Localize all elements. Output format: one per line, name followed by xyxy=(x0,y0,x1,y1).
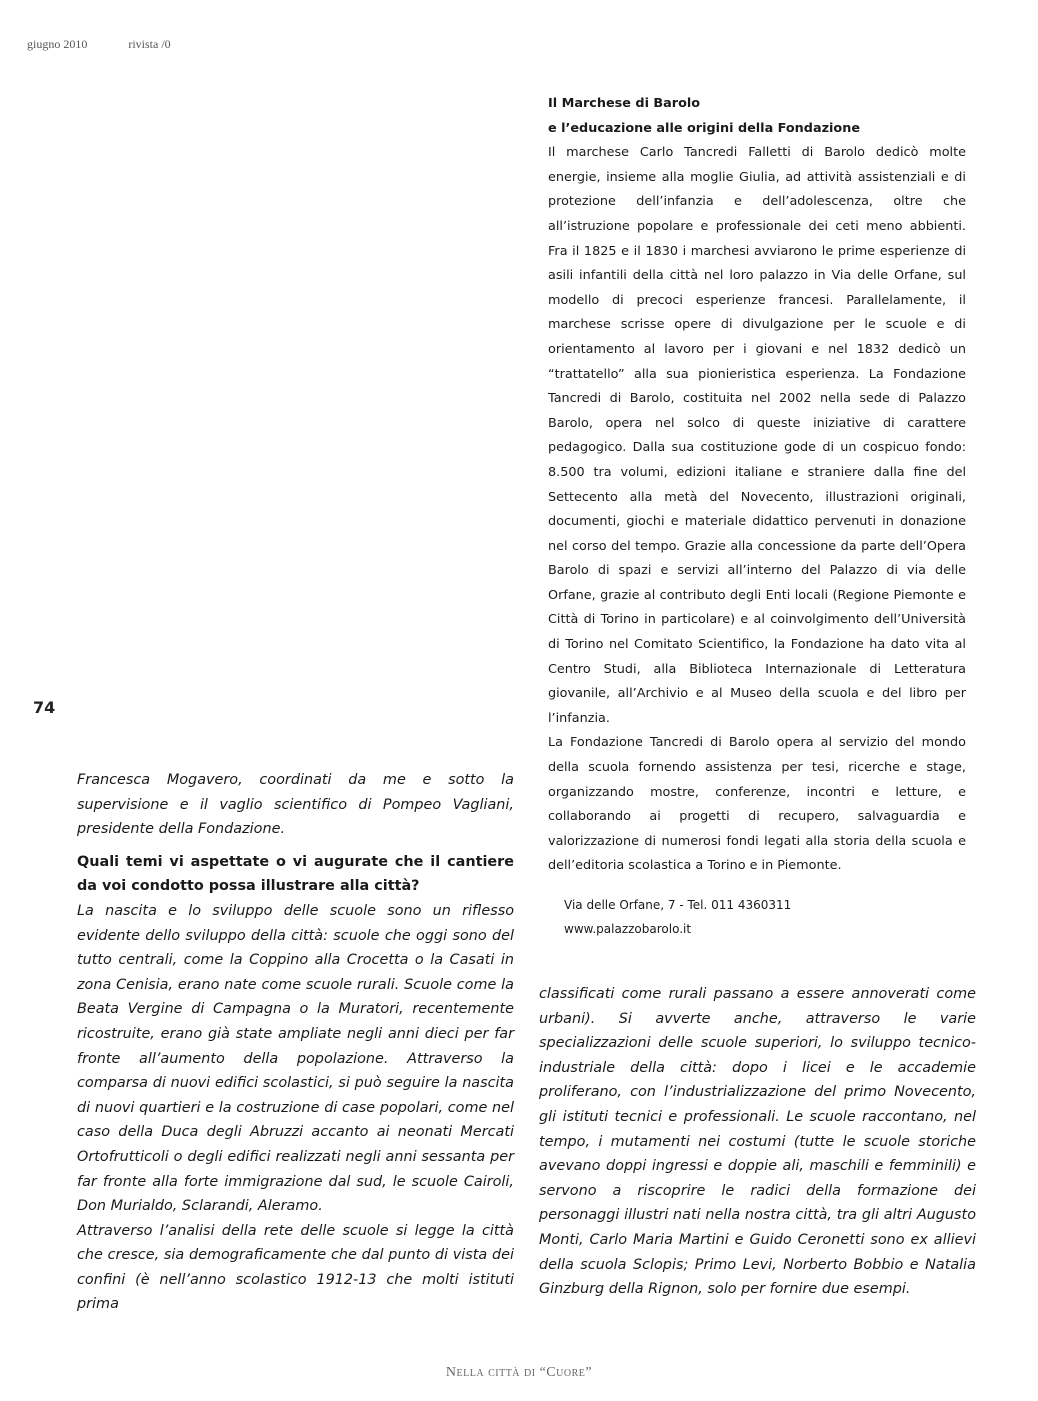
article-column-right xyxy=(539,982,976,1302)
sidebar-paragraph: Il marchese Carlo Tancredi Falletti di Barolo dedicò molte energie, insieme alla moglie Giulia, ad attività assistenziali e di protezione dell’infanzia e dell’adolescenza, oltre che all’istruzione popolare e professionale dei ceti meno abbienti. Fra il 1825 e il 1830 i marchesi avviarono le prime esperienze di asili infantili della città nel loro palazzo in Via delle Orfane, sul modello di precoci esperienze francesi. Parallelamente, il marchese scrisse opere di divulgazione per le scuole e di orientamento al lavoro per i giovani e nel 1832 dedicò un “trattatello” alla sua pionieristica esperienza. La Fondazione Tancredi di Barolo, costituita nel 2002 nella sede di Palazzo Barolo, opera nel solco di queste iniziative di carattere pedagogico. Dalla sua costituzione gode di un cospicuo fondo: 8.500 tra volumi, edizioni italiane e straniere dalla fine del Settecento alla metà del Novecento, illustrazioni originali, documenti, giochi e materiale didattico pervenuti in donazione nel corso del tempo. Grazie alla concessione da parte dell’Opera Barolo di spazi e servizi all’interno del Palazzo di via delle Orfane, grazie al contributo degli Enti locali (Regione Piemonte e Città di Torino in particolare) e al coinvolgimento dell’Università di Torino nel Comitato Scientifico, la Fondazione ha dato vita al Centro Studi, alla Biblioteca Internazionale di Letteratura giovanile, all’Archivio e al Museo della scuola e del libro per l’infanzia. xyxy=(548,145,966,726)
running-head xyxy=(27,37,171,52)
sidebar-paragraph: La Fondazione Tancredi di Barolo opera al servizio del mondo della scuola fornendo assistenza per tesi, ricerche e stage, organizzando mostre, conferenze, incontri e letture, e collaborando ai progetti di recupero, salvaguardia e valorizzazione di numerosi fondi legati alla storia della scuola e dell’editoria scolastica a Torino e in Piemonte. xyxy=(548,735,966,874)
running-footer: Nella città di “Cuore” xyxy=(445,1365,593,1380)
article-column-left xyxy=(77,768,514,1317)
sidebar-address: Via delle Orfane, 7 - Tel. 011 4360311 xyxy=(564,898,792,912)
issue-number: rivista /0 xyxy=(128,37,171,51)
sidebar-website: www.palazzobarolo.it xyxy=(564,922,692,936)
interview-question: Quali temi vi aspettate o vi augurate che il cantiere da voi condotto possa illustrare alla città? xyxy=(77,853,514,895)
sidebar-title-line1: Il Marchese di Barolo xyxy=(548,96,701,111)
issue-date: giugno 2010 xyxy=(27,37,88,51)
interview-answer-continued: classificati come rurali passano a essere annoverati come urbani). Si avverte anche, attraverso le varie specializzazioni delle scuole superiori, lo sviluppo tecnico-industriale della città: dopo i licei e le accademie proliferano, con l’industrializzazione del primo Novecento, gli istituti tecnici e professionali. Le scuole raccontano, nel tempo, i mutamenti nei costumi (tutte le scuole storiche avevano doppi ingressi e doppie ali, maschili e femminili) e servono a riscoprire le radici della formazione dei personaggi illustri nati nella nostra città, tra gli altri Augusto Monti, Carlo Maria Martini e Guido Ceronetti sono ex allievi della scuola Sclopis; Primo Levi, Norberto Bobbio e Natalia Ginzburg della Rignon, solo per fornire due esempi. xyxy=(539,986,976,1298)
sidebar-contact xyxy=(564,893,966,941)
article-intro: Francesca Mogavero, coordinati da me e sotto la supervisione e il vaglio scientifico di Pompeo Vagliani, presidente della Fondazione. xyxy=(77,772,514,838)
page-number: 74 xyxy=(33,698,56,717)
interview-answer: Attraverso l’analisi della rete delle scuole si legge la città che cresce, sia demograficamente che dal punto di vista dei confini (è nell’anno scolastico 1912-13 che molti istituti prima xyxy=(77,1222,514,1313)
sidebar-box xyxy=(548,92,966,941)
sidebar-title-line2: e l’educazione alle origini della Fondazione xyxy=(548,120,860,136)
interview-answer: La nascita e lo sviluppo delle scuole sono un riflesso evidente dello sviluppo della città: scuole che oggi sono del tutto centrali, come la Coppino alla Crocetta o la Casati in zona Cenisia, erano nate come scuole rurali. Scuole come la Beata Vergine di Campagna o la Muratori, recentemente ricostruite, erano già state ampliate negli anni dieci per far fronte all’aumento della popolazione. Attraverso la comparsa di nuovi edifici scolastici, si può seguire la nascita di nuovi quartieri e la costruzione di case popolari, come nel caso della Duca degli Abruzzi accanto ai neonati Mercati Ortofrutticoli o degli edifici realizzati negli anni sessanta per far fronte alla forte immigrazione dal sud, le scuole Cairoli, Don Murialdo, Sclarandi, Aleramo. xyxy=(77,902,514,1215)
